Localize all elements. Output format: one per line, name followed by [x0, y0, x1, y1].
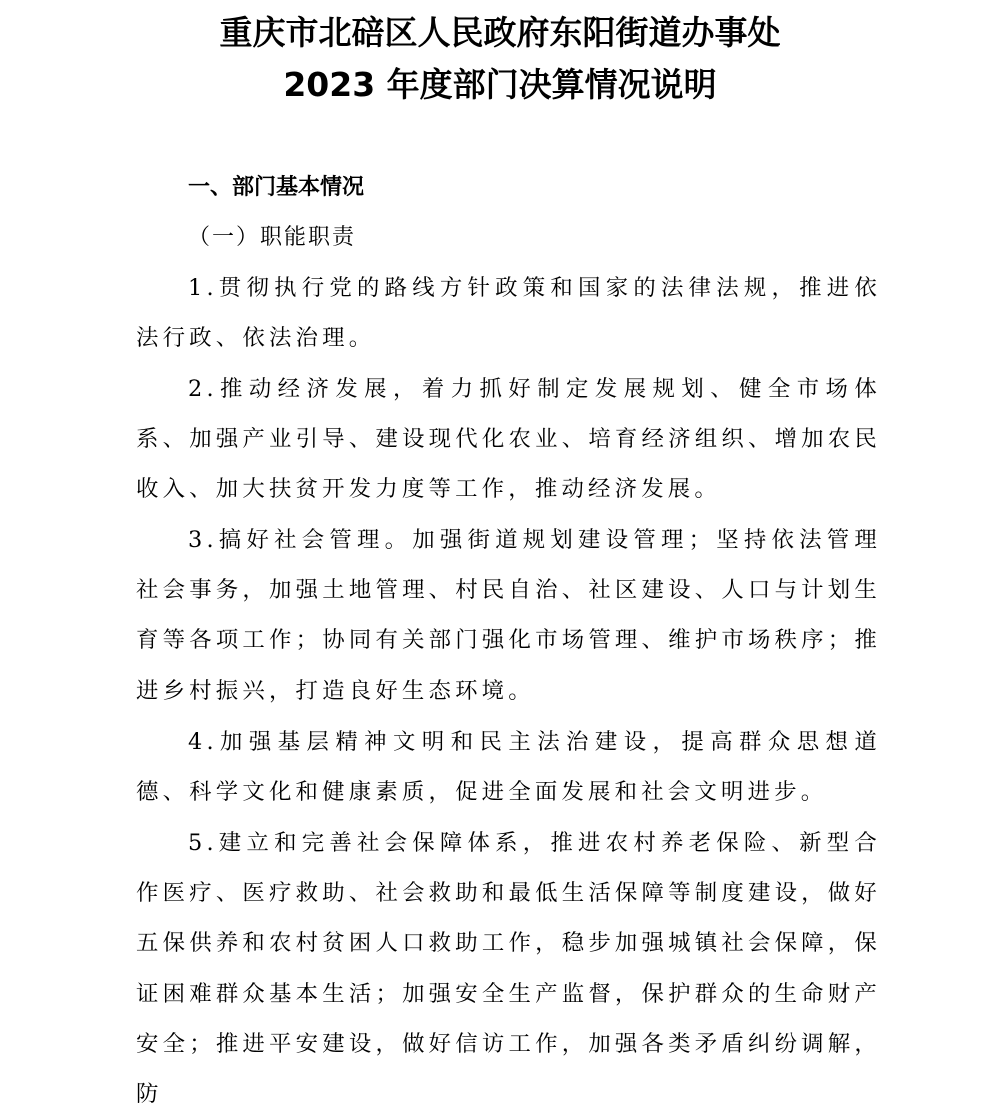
paragraph-3: 3.搞好社会管理。加强街道规划建设管理；坚持依法管理社会事务，加强土地管理、村民自治、社区建设、人口与计划生育等各项工作；协同有关部门强化市场管理、维护市场秩序；推进乡村振兴，打造良好生态环境。	[136, 527, 881, 704]
paragraph-4: 4.加强基层精神文明和民主法治建设，提高群众思想道德、科学文化和健康素质，促进全面发展和社会文明进步。	[136, 729, 881, 806]
paragraph-1: 1.贯彻执行党的路线方针政策和国家的法律法规，推进依法行政、依法治理。	[136, 275, 881, 352]
section-heading: 一、部门基本情况	[188, 175, 365, 200]
paragraph-2: 2.推动经济发展，着力抓好制定发展规划、健全市场体系、加强产业引导、建设现代化农业、培育经济组织、增加农民收入、加大扶贫开发力度等工作，推动经济发展。	[136, 376, 881, 503]
document-title-line-2: 2023 年度部门决算情况说明	[283, 65, 717, 104]
subsection-heading: （一）职能职责	[188, 225, 357, 250]
document-title-line-1: 重庆市北碚区人民政府东阳街道办事处	[219, 13, 781, 52]
paragraph-5: 5.建立和完善社会保障体系，推进农村养老保险、新型合作医疗、医疗救助、社会救助和最低生活保障等制度建设，做好五保供养和农村贫困人口救助工作，稳步加强城镇社会保障，保证困难群众基本生活；加强安全生产监督，保护群众的生命财产安全；推进平安建设，做好信访工作，加强各类矛盾纠纷调解，防	[136, 830, 881, 1108]
